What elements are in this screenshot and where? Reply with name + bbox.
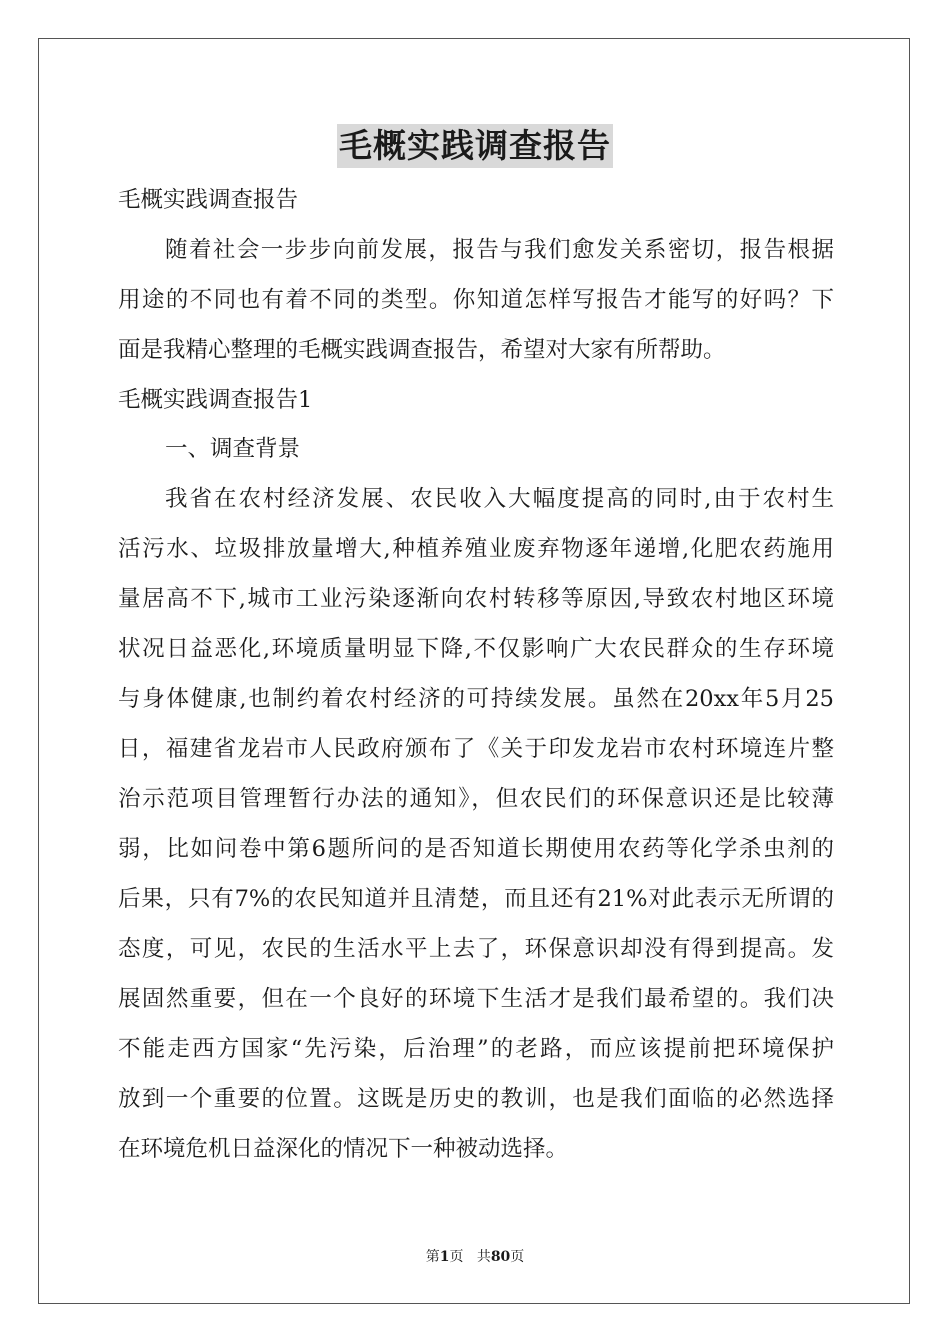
body-line: 状况日益恶化,环境质量明显下降,不仅影响广大农民群众的生存环境 [118, 636, 834, 662]
body-line: 日，福建省龙岩市人民政府颁布了《关于印发龙岩市农村环境连片整 [118, 736, 834, 762]
body-line: 治示范项目管理暂行办法的通知》，但农民们的环保意识还是比较薄 [118, 786, 834, 812]
body-line: 不能走西方国家“先污染，后治理”的老路，而应该提前把环境保护 [118, 1036, 834, 1062]
page-suffix: 页 [449, 1249, 464, 1265]
body-line: 放到一个重要的位置。这既是历史的教训，也是我们面临的必然选择 [118, 1086, 834, 1112]
page-prefix: 第 [425, 1249, 440, 1265]
total-suffix: 页 [510, 1249, 525, 1265]
document-title: 毛概实践调查报告 [337, 124, 613, 168]
current-page-number: 1 [439, 1249, 450, 1265]
intro-line: 面是我精心整理的毛概实践调查报告，希望对大家有所帮助。 [118, 337, 726, 363]
subsection-heading: 一、调查背景 [165, 436, 301, 462]
title-container [0, 124, 950, 168]
body-line: 后果，只有7%的农民知道并且清楚，而且还有21%对此表示无所谓的 [118, 886, 834, 912]
intro-line: 用途的不同也有着不同的类型。你知道怎样写报告才能写的好吗？下 [118, 287, 834, 313]
body-line: 活污水、垃圾排放量增大,种植养殖业废弃物逐年递增,化肥农药施用 [118, 536, 834, 562]
body-line: 在环境危机日益深化的情况下一种被动选择。 [118, 1136, 569, 1162]
body-line: 弱，比如问卷中第6题所问的是否知道长期使用农药等化学杀虫剂的 [118, 836, 834, 862]
page-border [38, 38, 910, 1304]
body-line: 与身体健康,也制约着农村经济的可持续发展。虽然在20xx年5月25 [118, 686, 834, 712]
body-line: 我省在农村经济发展、农民收入大幅度提高的同时,由于农村生 [165, 486, 834, 512]
body-line: 展固然重要，但在一个良好的环境下生活才是我们最希望的。我们决 [118, 986, 834, 1012]
body-line: 态度，可见，农民的生活水平上去了，环保意识却没有得到提高。发 [118, 936, 834, 962]
total-prefix: 共 [476, 1249, 491, 1265]
document-subtitle: 毛概实践调查报告 [118, 187, 299, 213]
intro-line: 随着社会一步步向前发展，报告与我们愈发关系密切，报告根据 [165, 237, 834, 263]
body-line: 量居高不下,城市工业污染逐渐向农村转移等原因,导致农村地区环境 [118, 586, 834, 612]
total-page-count: 80 [490, 1249, 511, 1265]
section-heading: 毛概实践调查报告1 [118, 387, 313, 413]
page-footer [0, 1247, 950, 1267]
